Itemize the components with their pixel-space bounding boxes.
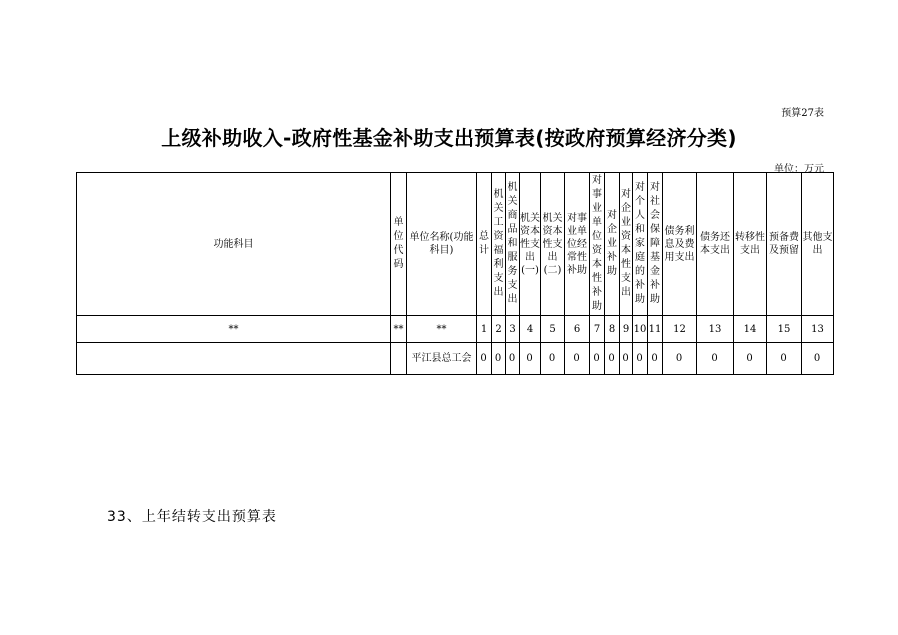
value-cell: 0 bbox=[802, 343, 834, 375]
number-cell: 11 bbox=[648, 316, 663, 343]
value-cell: 0 bbox=[506, 343, 520, 375]
header-column: 机关资本性支出(一) bbox=[520, 173, 541, 316]
column-number-row bbox=[77, 316, 834, 343]
header-column: 机关工资福利支出 bbox=[492, 173, 506, 316]
unit-label: 单位：万元 bbox=[774, 164, 824, 175]
value-cell: 0 bbox=[477, 343, 492, 375]
header-column: 债务还本支出 bbox=[697, 173, 734, 316]
number-cell: 10 bbox=[633, 316, 648, 343]
header-column: 对社会保障基金补助 bbox=[648, 173, 663, 316]
header-row bbox=[77, 173, 834, 316]
unit-code-cell bbox=[391, 343, 407, 375]
header-column: 机关商品和服务支出 bbox=[506, 173, 520, 316]
value-cell: 0 bbox=[648, 343, 663, 375]
number-cell: 13 bbox=[697, 316, 734, 343]
table-row bbox=[77, 343, 834, 375]
header-column: 对事业单位资本性补助 bbox=[590, 173, 605, 316]
number-cell: ** bbox=[77, 316, 391, 343]
number-cell: 12 bbox=[663, 316, 697, 343]
budget-table bbox=[76, 172, 834, 375]
header-column: 转移性支出 bbox=[734, 173, 767, 316]
function-subject-cell bbox=[77, 343, 391, 375]
header-unit-code: 单位代码 bbox=[391, 173, 407, 316]
header-column: 债务利息及费用支出 bbox=[663, 173, 697, 316]
number-cell: 8 bbox=[605, 316, 620, 343]
header-column: 对个人和家庭的补助 bbox=[633, 173, 648, 316]
value-cell: 0 bbox=[492, 343, 506, 375]
number-cell: ** bbox=[391, 316, 407, 343]
number-cell: 6 bbox=[565, 316, 590, 343]
header-unit-name: 单位名称(功能科目) bbox=[407, 173, 477, 316]
value-cell: 0 bbox=[541, 343, 565, 375]
value-cell: 0 bbox=[590, 343, 605, 375]
number-cell: 5 bbox=[541, 316, 565, 343]
document-title: 上级补助收入-政府性基金补助支出预算表(按政府预算经济分类) bbox=[161, 126, 737, 150]
value-cell: 0 bbox=[697, 343, 734, 375]
header-column: 对企业补助 bbox=[605, 173, 620, 316]
header-column: 预备费及预留 bbox=[767, 173, 802, 316]
value-cell: 0 bbox=[620, 343, 633, 375]
header-column: 对企业资本性支出 bbox=[620, 173, 633, 316]
number-cell: 4 bbox=[520, 316, 541, 343]
value-cell: 0 bbox=[767, 343, 802, 375]
number-cell: 2 bbox=[492, 316, 506, 343]
number-cell: 14 bbox=[734, 316, 767, 343]
header-column: 其他支出 bbox=[802, 173, 834, 316]
header-column: 机关资本性支出(二) bbox=[541, 173, 565, 316]
table-number: 预算27表 bbox=[781, 108, 824, 119]
number-cell: 13 bbox=[802, 316, 834, 343]
unit-name-cell: 平江县总工会 bbox=[407, 343, 477, 375]
number-cell: 15 bbox=[767, 316, 802, 343]
footer-note: 33、上年结转支出预算表 bbox=[107, 509, 277, 525]
value-cell: 0 bbox=[520, 343, 541, 375]
value-cell: 0 bbox=[663, 343, 697, 375]
number-cell: 9 bbox=[620, 316, 633, 343]
value-cell: 0 bbox=[565, 343, 590, 375]
number-cell: 3 bbox=[506, 316, 520, 343]
value-cell: 0 bbox=[734, 343, 767, 375]
value-cell: 0 bbox=[605, 343, 620, 375]
value-cell: 0 bbox=[633, 343, 648, 375]
number-cell: ** bbox=[407, 316, 477, 343]
header-column: 总计 bbox=[477, 173, 492, 316]
header-function-subject: 功能科目 bbox=[77, 173, 391, 316]
number-cell: 1 bbox=[477, 316, 492, 343]
header-column: 对事业单位经常性补助 bbox=[565, 173, 590, 316]
number-cell: 7 bbox=[590, 316, 605, 343]
